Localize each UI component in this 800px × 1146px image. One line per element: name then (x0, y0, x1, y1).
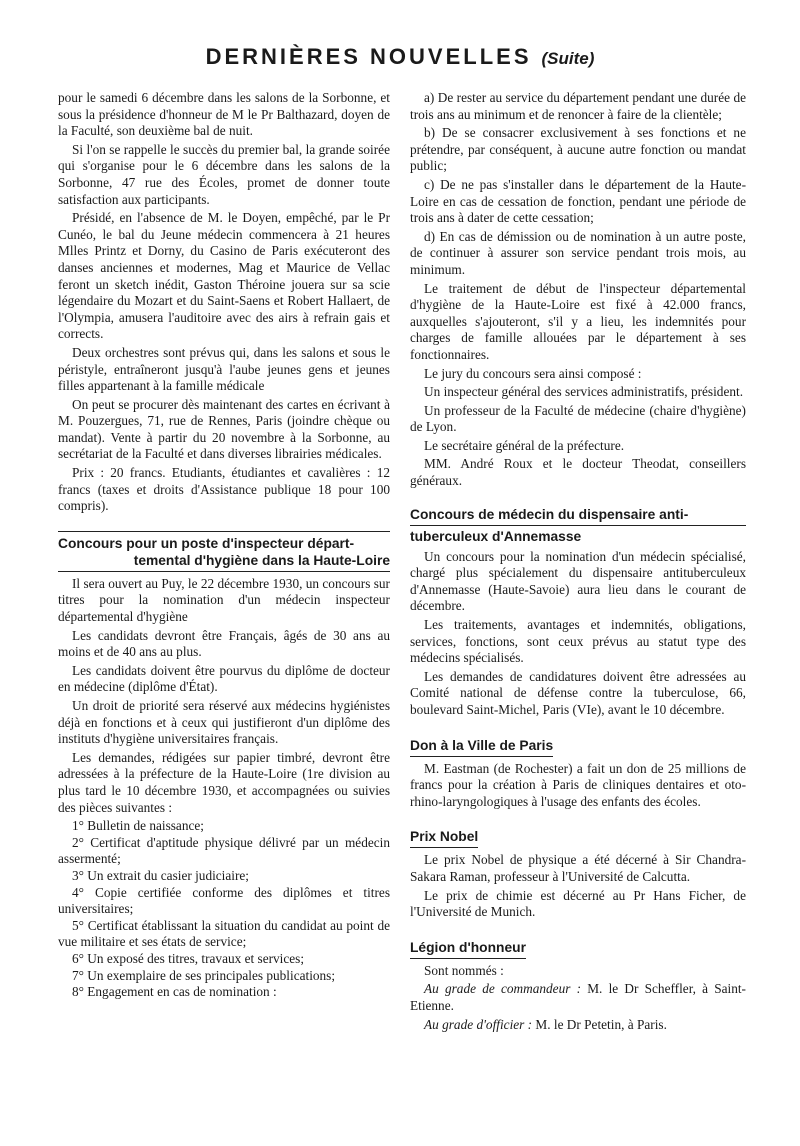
grade-value: M. le Dr Scheffler, à Saint-Etienne. (410, 981, 746, 1013)
paragraph: Les candidats devront être Français, âgés de 30 ans au moins et de 40 ans au plus. (58, 627, 390, 660)
paragraph: Les candidats doivent être pourvus du diplôme de docteur en médecine (diplôme d'État). (58, 662, 390, 695)
page-header (0, 44, 800, 70)
paragraph: Un professeur de la Faculté de médecine (chaire d'hygiène) de Lyon. (410, 402, 746, 435)
paragraph: Le secrétaire général de la préfecture. (424, 437, 625, 453)
paragraph: Sont nommés : (424, 962, 504, 978)
list-item: 1° Bulletin de naissance; (72, 818, 204, 834)
paragraph: On peut se procurer dès maintenant des cartes en écrivant à M. Pouzergues, 71, rue de Rennes, Paris (joindre chèque ou mandat). Vente à partir du 20 novembre à la Sorbonne, au secrétariat de la Faculté et dans diverses librairies médicales. (58, 396, 390, 462)
heading-line: temental d'hygiène dans la Haute-Loire (58, 552, 390, 572)
heading-line: Concours pour un poste d'inspecteur départ- (58, 535, 355, 551)
list-item: 8° Engagement en cas de nomination : (72, 984, 277, 1000)
paragraph: Le prix Nobel de physique a été décerné à Sir Chandra-Sakara Raman, professeur à l'Université de Calcutta. (410, 852, 746, 884)
grade-value: M. le Dr Petetin, à Paris. (532, 1016, 667, 1032)
list-item: 5° Certificat établissant la situation du candidat au point de vue militaire et ses états de service; (58, 917, 390, 950)
paragraph: Présidé, en l'absence de M. le Doyen, empêché, par le Pr Cunéo, le bal du Jeune médecin commencera à 21 heures Mlles Printz et Dorny, du Casino de Paris exécuteront des danses anciennes et modernes, Mag et Maurice de Vellac feront un sketch inédit, Gaston Théroine jouera sur sa scie légendaire du Mozart et du Saint-Saens et Robert Hallaert, de l'Olympia, amusera l'auditoire avec des airs à refrain gais et corrects. (58, 210, 390, 342)
paragraph: Le prix de chimie est décerné au Pr Hans Ficher, de l'Université de Munich. (410, 887, 746, 920)
paragraph: Un concours pour la nomination d'un médecin spécialisé, chargé plus spécialement du dispensaire antituberculeux d'Annemasse (Haute-Savoie) aura lieu dans le courant de décembre. (410, 548, 746, 614)
left-column (58, 90, 390, 1001)
paragraph: MM. André Roux et le docteur Theodat, conseillers généraux. (410, 456, 746, 489)
list-item: c) De ne pas s'installer dans le département de la Haute-Loire en cas de cessation de fonction, pendant une période de trois ans à dater de cette cessation; (410, 176, 746, 226)
list-item: 6° Un exposé des titres, travaux et services; (72, 950, 305, 966)
paragraph: Les demandes, rédigées sur papier timbré, devront être adressées à la préfecture de la Haute-Loire (1re division au plus tard le 10 décembre 1930, et accompagnées ou suivies des pièces suivantes : (58, 749, 390, 815)
list-item: b) De se consacrer exclusivement à ses fonctions et ne prétendre, par conséquent, à aucune autre fonction ou mandat public; (410, 125, 746, 174)
list-item: 2° Certificat d'aptitude physique délivré par un médecin assermenté; (58, 834, 390, 867)
paragraph: Si l'on se rappelle le succès du premier bal, la grande soirée qui s'organise pour le 6 décembre dans les salons de la Sorbonne, 47 rue des Écoles, promet de donner toute satisfaction aux participants. (58, 141, 390, 207)
paragraph: pour le samedi 6 décembre dans les salons de la Sorbonne, et sous la présidence d'honneur de M le Pr Balthazard, doyen de la Faculté, son deuxième bal de nuit. (58, 90, 390, 139)
list-item: 7° Un exemplaire de ses principales publications; (72, 967, 336, 983)
section-heading-inspecteur (58, 531, 390, 572)
page-title-suite: (Suite) (541, 49, 595, 68)
right-column (410, 90, 746, 1035)
list-item: a) De rester au service du département pendant une durée de trois ans au minimum et de renoncer à faire de la clientèle; (410, 90, 746, 122)
paragraph (410, 1017, 746, 1034)
paragraph: Prix : 20 francs. Etudiants, étudiantes et cavalières : 12 francs (taxes et droits d'Assistance publique 18 pour 100 compris). (58, 465, 390, 514)
page-title: DERNIÈRES NOUVELLES (205, 44, 532, 69)
paragraph: Un droit de priorité sera réservé aux médecins hygiénistes déjà en fonctions et à ceux qui justifieront d'un diplôme des instituts d'hygiène universitaires français. (58, 698, 390, 747)
list-item: 4° Copie certifiée conforme des diplômes et titres universitaires; (58, 884, 390, 917)
section-heading-nobel: Prix Nobel (410, 828, 478, 848)
paragraph (410, 981, 746, 1014)
paragraph: Il sera ouvert au Puy, le 22 décembre 1930, un concours sur titres pour la nomination d'un médecin inspecteur départemental d'hygiène (58, 575, 390, 625)
list-item: 3° Un extrait du casier judiciaire; (72, 867, 250, 883)
paragraph: Un inspecteur général des services administratifs, président. (424, 384, 744, 400)
heading-line: tuberculeux d'Annemasse (410, 528, 582, 544)
paragraph: Le jury du concours sera ainsi composé : (424, 365, 642, 381)
section-heading-don: Don à la Ville de Paris (410, 737, 553, 757)
section-heading-legion: Légion d'honneur (410, 939, 526, 959)
paragraph: Le traitement de début de l'inspecteur départemental d'hygiène de la Haute-Loire est fixé à 42.000 francs, auxquelles s'ajouteront, s'il y a lieu, les indemnités pour charges de famille allouées par le département à ses fonctionnaires. (410, 280, 746, 362)
heading-line: Concours de médecin du dispensaire anti- (410, 506, 746, 526)
paragraph: Les demandes de candidatures doivent être adressées au Comité national de défense contre la tuberculose, 66, boulevard Saint-Michel, Paris (VIe), avant le 10 décembre. (410, 668, 746, 717)
grade-label: Au grade de commandeur : (424, 981, 582, 997)
paragraph: Les traitements, avantages et indemnités, obligations, services, fonctions, sont ceux prévus au statut type des médecins spécialisés. (410, 617, 746, 666)
paragraph: M. Eastman (de Rochester) a fait un don de 25 millions de francs pour la création à Paris de cliniques dentaires et oto-rhino-laryngologiques à l'usage des enfants des écoles. (410, 760, 746, 809)
section-heading-annemasse (410, 506, 746, 545)
paragraph: Deux orchestres sont prévus qui, dans les salons et sous le péristyle, entraîneront jusqu'à l'aube jeunes gens et jeunes filles appartenant à la famille médicale (58, 344, 390, 394)
list-item: d) En cas de démission ou de nomination à un autre poste, de continuer à assurer son service pendant trois mois, au minimum. (410, 228, 746, 277)
grade-label: Au grade d'officier : (424, 1016, 533, 1032)
